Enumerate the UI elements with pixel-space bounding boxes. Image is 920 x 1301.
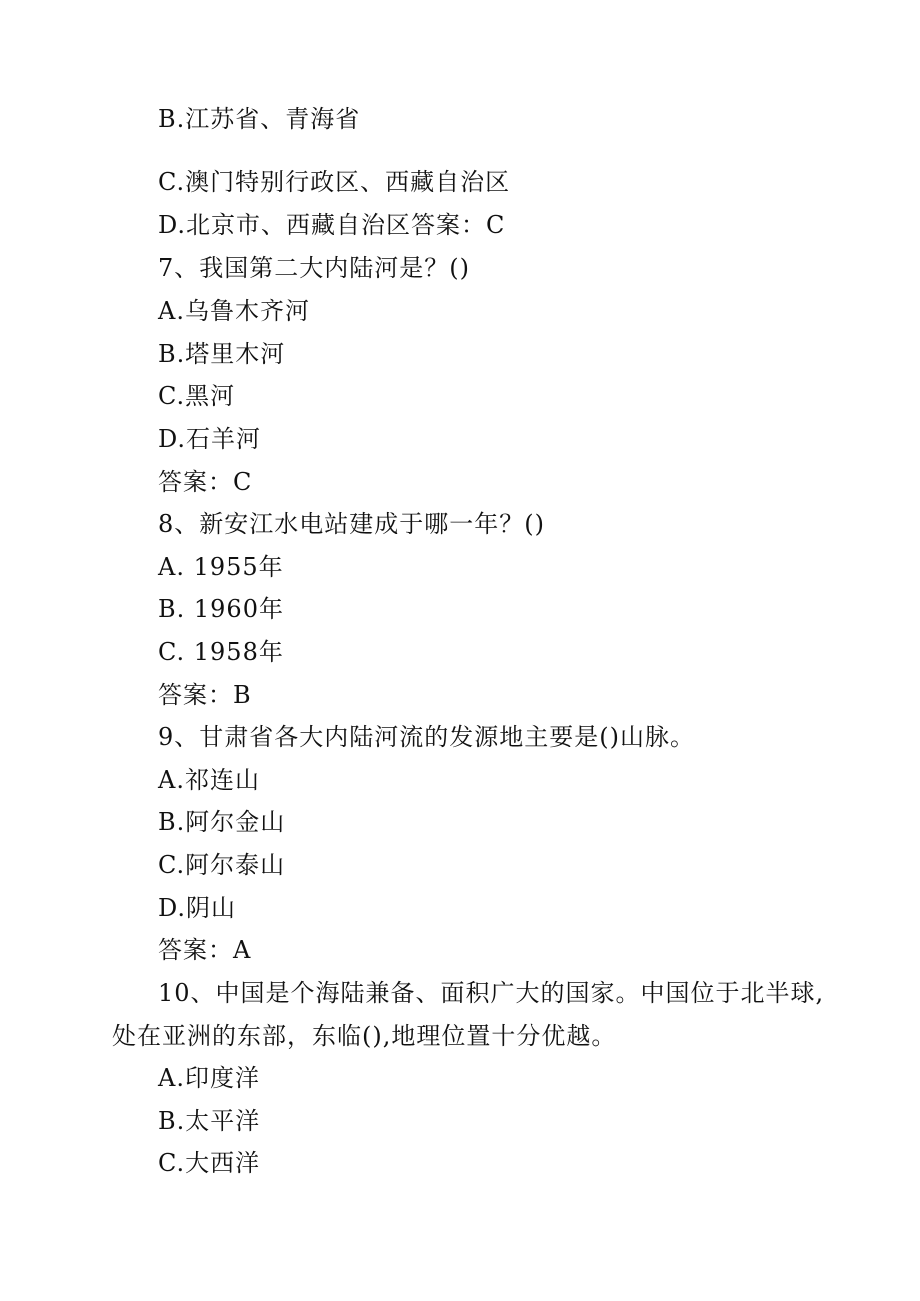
option-d-q7: D.石羊河 xyxy=(158,425,262,453)
option-c-q10: C.大西洋 xyxy=(158,1149,261,1177)
question-9: 9、甘肃省各大内陆河流的发源地主要是()山脉。 xyxy=(158,723,695,751)
option-a-q10: A.印度洋 xyxy=(158,1064,260,1092)
question-10-line-1: 10、中国是个海陆兼备、面积广大的国家。中国位于北半球, xyxy=(158,979,825,1007)
question-7: 7、我国第二大内陆河是？() xyxy=(158,254,470,282)
option-a-q8: A. 1955年 xyxy=(158,553,284,581)
option-c-q9: C.阿尔泰山 xyxy=(158,851,286,879)
answer-q8: 答案：B xyxy=(158,681,252,709)
option-a-q7: A.乌鲁木齐河 xyxy=(158,297,310,325)
answer-q9: 答案：A xyxy=(158,936,252,964)
option-b-q6: B.江苏省、青海省 xyxy=(158,105,361,133)
option-b-q8: B. 1960年 xyxy=(158,595,284,623)
option-b-q10: B.太平洋 xyxy=(158,1107,261,1135)
option-b-q7: B.塔里木河 xyxy=(158,340,286,368)
question-8: 8、新安江水电站建成于哪一年？() xyxy=(158,510,545,538)
question-10-line-2: 处在亚洲的东部，东临(),地理位置十分优越。 xyxy=(112,1022,617,1050)
option-d-q9: D.阴山 xyxy=(158,894,237,922)
option-b-q9: B.阿尔金山 xyxy=(158,808,286,836)
option-c-q8: C. 1958年 xyxy=(158,638,284,666)
option-c-q7: C.黑河 xyxy=(158,382,236,410)
answer-q7: 答案：C xyxy=(158,468,253,496)
option-c-q6: C.澳门特别行政区、西藏自治区 xyxy=(158,168,511,196)
option-d-answer-q6: D.北京市、西藏自治区答案：C xyxy=(158,211,506,239)
option-a-q9: A.祁连山 xyxy=(158,766,260,794)
